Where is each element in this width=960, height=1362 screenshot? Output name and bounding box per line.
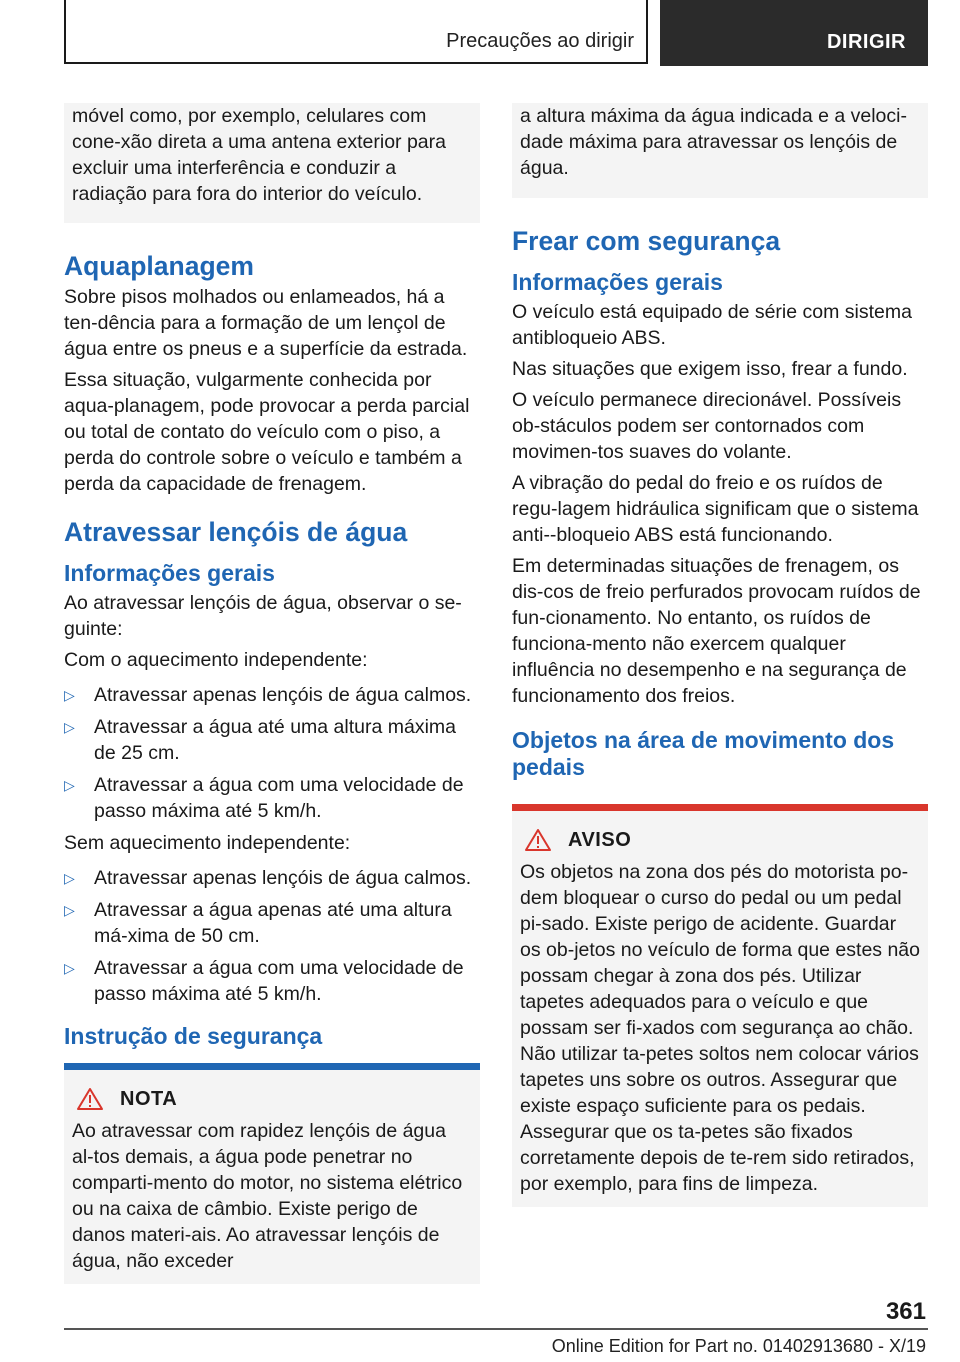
continued-nota-box: [512, 103, 928, 198]
paragraph: Sobre pisos molhados ou enlameados, há a ten-dência para a formação de um lençol de água entre os pneus e a superfície da estrada.: [64, 286, 468, 360]
warning-triangle-icon: [524, 828, 552, 852]
subheading-info-gerais: Informações gerais: [64, 560, 275, 586]
running-header-chapter: [660, 0, 928, 66]
continued-text: móvel como, por exemplo, celulares com cone-xão direta a uma antena exterior para excluir uma interferência e conduzir a radiação para fora do interior do veículo.: [72, 105, 446, 205]
list-item: ▷ Atravessar a água até uma altura máxima de 25 cm.: [64, 716, 457, 764]
continued-safety-box: [64, 103, 480, 223]
list-without-heater: [64, 865, 480, 1007]
paragraph: O veículo está equipado de série com sistema antibloqueio ABS.: [512, 301, 912, 349]
section-title: Precauções ao dirigir: [446, 30, 634, 52]
triangle-right-icon: ▷: [64, 687, 75, 703]
triangle-right-icon: ▷: [64, 719, 75, 735]
continued-text: a altura máxima da água indicada e a veloci-dade máxima para atravessar os lençóis de água.: [520, 105, 907, 179]
paragraph: Com o aquecimento independente:: [64, 649, 368, 671]
list-item: ▷ Atravessar apenas lençóis de água calmos.: [64, 684, 472, 706]
warning-triangle-icon: [76, 1087, 104, 1111]
chapter-title: DIRIGIR: [826, 31, 906, 53]
paragraph: O veículo permanece direcionável. Possíveis ob-stáculos podem ser contornados com movimen-tos suaves do volante.: [512, 389, 902, 463]
triangle-right-icon: ▷: [64, 777, 75, 793]
paragraph: Sem aquecimento independente:: [64, 832, 351, 854]
running-header-section: [64, 0, 648, 64]
triangle-right-icon: ▷: [64, 870, 75, 886]
paragraph: Essa situação, vulgarmente conhecida por aqua-planagem, pode provocar a perda parcial ou total de contato do veículo com o piso, a perda do controle sobre o veículo e também a perda da capacidade de frenagem.: [64, 369, 470, 495]
nota-text: Ao atravessar com rapidez lençóis de água al-tos demais, a água pode penetrar no comparti-mento do motor, no sistema elétrico ou na caixa de câmbio. Existe perigo de danos materi-ais. Ao atravessar lençóis de água, não exceder: [72, 1120, 463, 1272]
paragraph: Em determinadas situações de frenagem, os dis-cos de freio perfurados provocam ruídos de fun-cionamento. No entanto, os ruídos de funciona-mento não exercem qualquer influência no desempenho e na segurança de funcionamento dos freios.: [512, 555, 921, 707]
heading-instrucao: Instrução de segurança: [64, 1023, 323, 1049]
subheading-info-gerais: Informações gerais: [512, 269, 723, 295]
triangle-right-icon: ▷: [64, 902, 75, 918]
heading-objetos: Objetos na área de movimento dos pedais: [512, 727, 895, 780]
paragraph: Ao atravessar lençóis de água, observar o se-guinte:: [64, 592, 462, 640]
triangle-right-icon: ▷: [64, 960, 75, 976]
nota-label: NOTA: [120, 1087, 178, 1110]
right-column: [512, 103, 928, 1207]
nota-box: [64, 1063, 480, 1284]
footer-divider: [64, 1328, 928, 1330]
heading-frear: Frear com segurança: [512, 226, 781, 256]
aviso-label: AVISO: [568, 828, 632, 851]
heading-aquaplanagem: Aquaplanagem: [64, 251, 254, 281]
page-number: 361: [885, 1298, 926, 1325]
nota-header: [72, 1086, 472, 1112]
paragraph: Nas situações que exigem isso, frear a fundo.: [512, 358, 908, 380]
list-item: ▷ Atravessar a água apenas até uma altura má-xima de 50 cm.: [64, 899, 452, 947]
aviso-header: [520, 827, 920, 853]
left-column: [64, 103, 480, 1284]
aviso-box: [512, 804, 928, 1207]
paragraph: A vibração do pedal do freio e os ruídos de regu-lagem hidráulica significam que o sistema anti--bloqueio ABS está funcionando.: [512, 472, 919, 546]
aviso-text: Os objetos na zona dos pés do motorista po-dem bloquear o curso do pedal ou um pedal pi-sado. Existe perigo de acidente. Guardar os ob-jetos no veículo de forma que estes não possam chegar à zona dos pés. Utilizar tapetes adequados para o veículo e que possam ser fi-xados com segurança ao chão. Não utilizar ta-petes soltos nem colocar vários tapetes uns sobre os outros. Assegurar que existe espaço suficiente para os pedais. Assegurar que os ta-petes são fixados corretamente depois de te-rem sido retirados, por exemplo, para fins de limpeza.: [520, 861, 920, 1195]
list-item: ▷ Atravessar apenas lençóis de água calmos.: [64, 867, 472, 889]
list-with-heater: [64, 682, 480, 824]
footer-edition: Online Edition for Part no. 01402913680 - X/19: [551, 1336, 926, 1356]
list-item: ▷ Atravessar a água com uma velocidade de passo máxima até 5 km/h.: [64, 774, 464, 822]
list-item: ▷ Atravessar a água com uma velocidade de passo máxima até 5 km/h.: [64, 957, 464, 1005]
heading-atravessar: Atravessar lençóis de água: [64, 517, 408, 547]
